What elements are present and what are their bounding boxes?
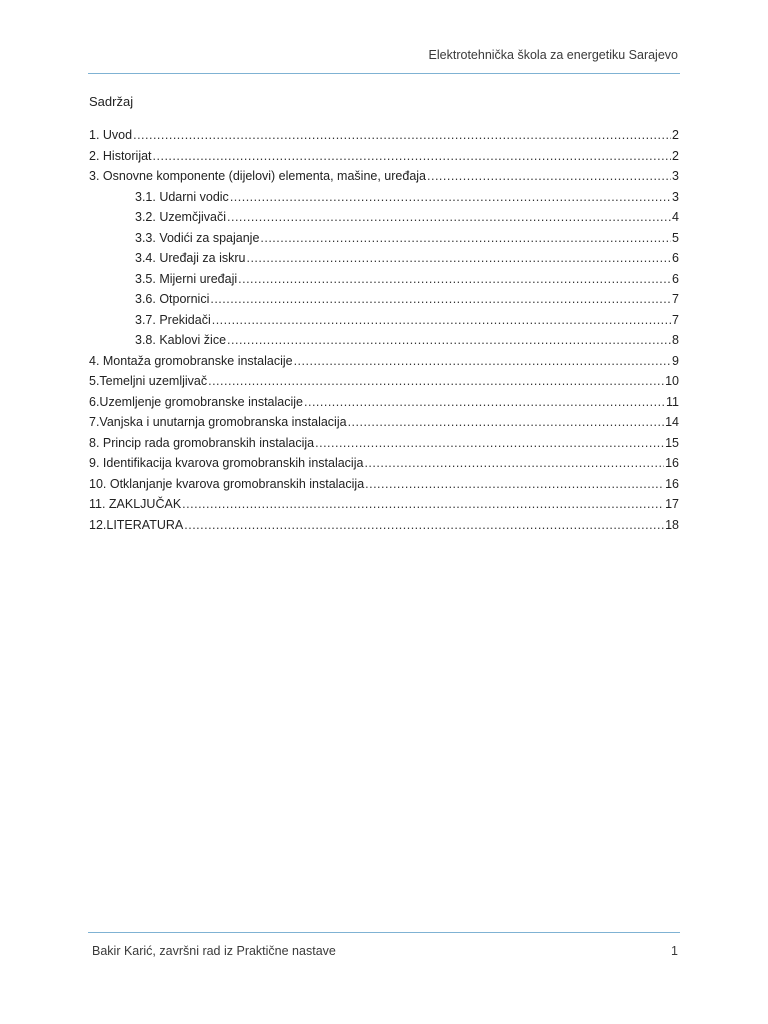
toc-entry-page: 3 bbox=[672, 189, 679, 204]
toc-entry-label: 3.5. Mijerni uređaji bbox=[135, 271, 238, 286]
toc-entry-label: 12.LITERATURA bbox=[89, 517, 184, 532]
toc-entry-label: 3.2. Uzemčjivači bbox=[135, 210, 226, 224]
footer-divider bbox=[88, 932, 680, 933]
toc-entry-page: 5 bbox=[672, 230, 679, 245]
toc-dot-leader bbox=[294, 351, 671, 372]
toc-entry-11[interactable] bbox=[89, 494, 679, 515]
toc-entry-label: 5.Temeljni uzemljivač bbox=[89, 374, 208, 388]
toc-entry-3[interactable] bbox=[89, 166, 679, 187]
toc-entry-page: 4 bbox=[672, 210, 679, 224]
toc-dot-leader bbox=[365, 474, 664, 495]
toc-entry-page: 2 bbox=[672, 128, 679, 142]
toc-dot-leader bbox=[246, 248, 671, 269]
header-school-name: Elektrotehnička škola za energetiku Sarajevo bbox=[428, 48, 678, 62]
toc-entry-label: 3.8. Kablovi žice bbox=[135, 333, 227, 347]
footer-page-number: 1 bbox=[671, 944, 678, 958]
toc-dot-leader bbox=[315, 433, 664, 454]
toc-dot-leader bbox=[230, 187, 671, 208]
toc-entry-3-8[interactable] bbox=[89, 330, 679, 351]
table-of-contents bbox=[89, 125, 679, 535]
toc-dot-leader bbox=[427, 166, 671, 187]
toc-entry-page: 14 bbox=[665, 415, 679, 429]
toc-entry-page: 16 bbox=[665, 476, 679, 491]
toc-entry-page: 6 bbox=[672, 251, 679, 265]
toc-entry-label: 6.Uzemljenje gromobranske instalacije bbox=[89, 394, 303, 409]
toc-entry-9[interactable] bbox=[89, 453, 679, 474]
toc-entry-page: 7 bbox=[672, 292, 679, 306]
toc-entry-3-4[interactable] bbox=[89, 248, 679, 269]
toc-entry-3-2[interactable] bbox=[89, 207, 679, 228]
toc-dot-leader bbox=[184, 515, 664, 536]
toc-dot-leader bbox=[208, 371, 664, 392]
toc-entry-3-7[interactable] bbox=[89, 310, 679, 331]
toc-entry-label: 11. ZAKLJUČAK bbox=[89, 497, 182, 511]
toc-entry-page: 15 bbox=[665, 435, 679, 450]
toc-entry-3-6[interactable] bbox=[89, 289, 679, 310]
toc-entry-label: 3.4. Uređaji za iskru bbox=[135, 251, 246, 265]
toc-dot-leader bbox=[260, 228, 671, 249]
toc-entry-page: 6 bbox=[672, 271, 679, 286]
toc-entry-3-1[interactable] bbox=[89, 187, 679, 208]
header-divider bbox=[88, 73, 680, 74]
toc-dot-leader bbox=[238, 269, 671, 290]
toc-entry-page: 11 bbox=[666, 394, 679, 409]
toc-entry-3-3[interactable] bbox=[89, 228, 679, 249]
toc-dot-leader bbox=[210, 289, 671, 310]
toc-entry-label: 10. Otklanjanje kvarova gromobranskih instalacija bbox=[89, 476, 365, 491]
toc-entry-12[interactable] bbox=[89, 515, 679, 536]
toc-entry-label: 2. Historijat bbox=[89, 148, 152, 163]
toc-dot-leader bbox=[227, 330, 671, 351]
toc-entry-page: 8 bbox=[672, 333, 679, 347]
toc-entry-label: 4. Montaža gromobranske instalacije bbox=[89, 353, 293, 368]
toc-dot-leader bbox=[182, 494, 664, 515]
toc-entry-8[interactable] bbox=[89, 433, 679, 454]
toc-entry-7[interactable] bbox=[89, 412, 679, 433]
toc-dot-leader bbox=[348, 412, 665, 433]
toc-dot-leader bbox=[133, 125, 671, 146]
toc-entry-page: 3 bbox=[672, 169, 679, 183]
toc-entry-1[interactable] bbox=[89, 125, 679, 146]
toc-entry-page: 2 bbox=[672, 148, 679, 163]
toc-entry-label: 3. Osnovne komponente (dijelovi) elementa, mašine, uređaja bbox=[89, 169, 426, 183]
toc-dot-leader bbox=[212, 310, 671, 331]
toc-entry-label: 8. Princip rada gromobranskih instalacija bbox=[89, 435, 315, 450]
toc-entry-page: 10 bbox=[665, 374, 679, 388]
toc-entry-2[interactable] bbox=[89, 146, 679, 167]
toc-entry-page: 17 bbox=[665, 497, 679, 511]
footer-author-note: Bakir Karić, završni rad iz Praktične nastave bbox=[92, 944, 336, 958]
toc-entry-label: 9. Identifikacija kvarova gromobranskih instalacija bbox=[89, 456, 364, 470]
toc-entry-5[interactable] bbox=[89, 371, 679, 392]
toc-dot-leader bbox=[153, 146, 672, 167]
toc-entry-label: 3.1. Udarni vodic bbox=[135, 189, 229, 204]
toc-dot-leader bbox=[304, 392, 665, 413]
toc-entry-label: 1. Uvod bbox=[89, 128, 133, 142]
toc-entry-page: 16 bbox=[665, 456, 679, 470]
toc-entry-page: 18 bbox=[665, 517, 679, 532]
toc-entry-3-5[interactable] bbox=[89, 269, 679, 290]
toc-title: Sadržaj bbox=[89, 94, 134, 109]
toc-entry-10[interactable] bbox=[89, 474, 679, 495]
toc-entry-label: 3.6. Otpornici bbox=[135, 292, 210, 306]
toc-dot-leader bbox=[227, 207, 671, 228]
toc-dot-leader bbox=[364, 453, 664, 474]
toc-entry-page: 7 bbox=[672, 312, 679, 327]
toc-entry-label: 3.7. Prekidači bbox=[135, 312, 211, 327]
toc-entry-page: 9 bbox=[672, 353, 679, 368]
toc-entry-label: 3.3. Vodići za spajanje bbox=[135, 230, 260, 245]
toc-entry-4[interactable] bbox=[89, 351, 679, 372]
toc-entry-6[interactable] bbox=[89, 392, 679, 413]
toc-entry-label: 7.Vanjska i unutarnja gromobranska instalacija bbox=[89, 415, 347, 429]
